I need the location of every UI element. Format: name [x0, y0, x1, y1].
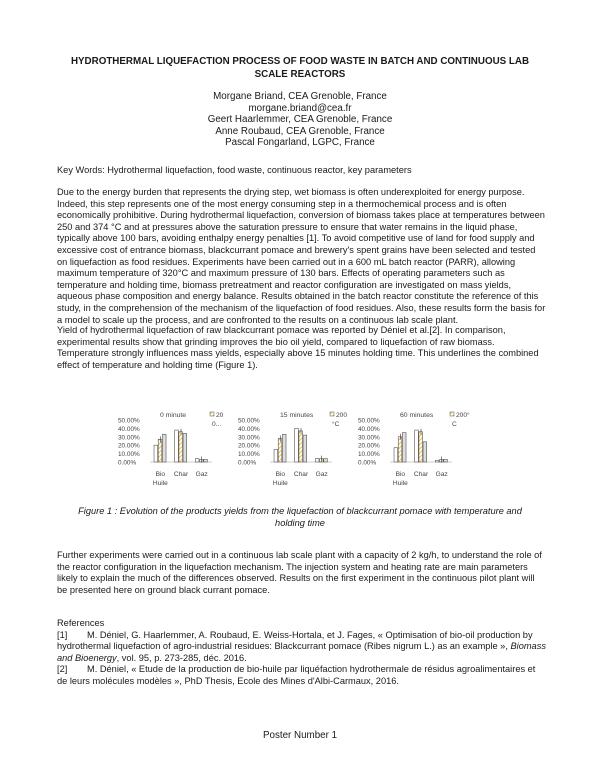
legend-label: 200° [456, 412, 470, 419]
legend-label: °C [332, 421, 340, 428]
bar [394, 448, 398, 462]
paragraph-continuous: Further experiments were carried out in a continuous lab scale plant with a capacity of 2 kg/h, to understand the role of the reactor configuration in the liquefaction mechanism. The injection system and heating rate are main parameters likely to explain the much of the differences observed. Results on the first experiment in the continuous pilot plant will be presented here on ground black currant pomace. [57, 550, 542, 595]
legend-swatch [210, 412, 214, 416]
references [57, 618, 547, 688]
category-label: Huile [392, 480, 408, 487]
category-label: Bio [395, 471, 406, 478]
chart-title: 15 minutes [280, 412, 314, 419]
bar [282, 434, 286, 462]
chart-title: 60 minutes [400, 412, 434, 419]
bar [179, 432, 183, 462]
bar [158, 439, 162, 462]
reference-number: [1] [57, 629, 68, 640]
tick-label: 20.00% [238, 442, 260, 450]
chart-title: 0 minute [160, 412, 187, 419]
bar [303, 435, 307, 462]
bar [415, 430, 419, 462]
bar [435, 460, 439, 462]
author-line: Morgane Briand, CEA Grenoble, France [213, 91, 387, 102]
category-label: Gaz [435, 471, 448, 478]
category-label: Huile [152, 480, 168, 487]
bar [278, 438, 282, 462]
tick-label: 20.00% [118, 442, 140, 450]
bar [299, 431, 303, 462]
tick-label: 40.00% [238, 425, 260, 433]
legend-swatch [330, 412, 334, 416]
reference-item: [2] M. Déniel, « Etude de la production de bio-huile par liquéfaction hydrothermale de résidus agroalimentaires et de leurs molécules modèles », PhD Thesis, Ecole des Mines d'Albi-Carmaux, 2016. [57, 664, 536, 686]
author-line: Pascal Fongarland, LGPC, France [225, 137, 375, 149]
bar [423, 442, 427, 462]
tick-label: 10.00% [358, 451, 380, 459]
tick-label: 0.00% [238, 459, 257, 467]
author-line: Anne Roubaud, CEA Grenoble, France [215, 125, 385, 137]
tick-label: 30.00% [238, 434, 260, 442]
bar [175, 430, 179, 462]
category-label: Char [173, 471, 189, 478]
bar [402, 433, 406, 462]
bar [154, 445, 158, 462]
bar [440, 459, 444, 462]
legend-label: 0... [212, 421, 222, 428]
keywords: Key Words: Hydrothermal liquefaction, food waste, continuous reactor, key parameters [57, 165, 412, 175]
bar [315, 459, 319, 462]
author-line: Geert Haarlemmer, CEA Grenoble, France [207, 114, 393, 126]
references-heading: References [57, 618, 105, 628]
category-label: Bio [275, 471, 286, 478]
legend-label: 200 [336, 412, 348, 419]
chart-60-minutes [358, 408, 468, 514]
legend-label: 20 [216, 412, 224, 419]
poster-number: Poster Number 1 [262, 730, 338, 741]
paper-title: HYDROTHERMAL LIQUEFACTION PROCESS OF FOOD WASTE IN BATCH AND CONTINUOUS LAB SCALE REACTORS [70, 56, 530, 80]
author-block [100, 91, 500, 149]
tick-label: 40.00% [358, 425, 380, 433]
reference-number: [2] [57, 664, 68, 675]
tick-label: 10.00% [238, 451, 260, 459]
category-label: Bio [155, 471, 166, 478]
tick-label: 50.00% [358, 417, 380, 425]
tick-label: 50.00% [118, 417, 140, 425]
bar [274, 449, 278, 462]
bar [444, 459, 448, 462]
bar [324, 459, 328, 462]
category-label: Char [413, 471, 429, 478]
category-label: Gaz [315, 471, 328, 478]
reference-journal: Biomass and Bioenergy [57, 641, 546, 663]
bar [398, 437, 402, 462]
bar [195, 459, 199, 462]
bar [320, 459, 324, 462]
bar [204, 459, 208, 462]
category-label: Huile [272, 480, 288, 487]
tick-label: 0.00% [358, 459, 377, 467]
chart-15-minutes [238, 408, 348, 514]
category-label: Char [293, 471, 309, 478]
tick-label: 30.00% [118, 434, 140, 442]
legend-label: C [452, 421, 457, 428]
tick-label: 10.00% [118, 451, 140, 459]
author-email: morgane.briand@cea.fr [248, 102, 352, 114]
bar [419, 432, 423, 462]
tick-label: 50.00% [238, 417, 260, 425]
bar [183, 433, 187, 462]
tick-label: 0.00% [118, 459, 137, 467]
chart-0-minute [118, 408, 228, 514]
legend-swatch [450, 412, 454, 416]
category-label: Gaz [195, 471, 208, 478]
paragraph-intro: Due to the energy burden that represents the drying step, wet biomass is often underexploited for energy purpose. Indeed, this step represents one of the most energy consuming step in a thermochemical process and is often economically prohibitive. During hydrothermal liquefaction, conversion of biomass takes place at temperatures between 250 and 374 °C and at pressures above the saturation pressure to ensure that water remains in the liquid phase, typically above 100 bars, avoiding enthalpy energy penalties [1]. To avoid competitive use of land for food supply and excessive cost of entrance biomass, blackcurrant pomace and brewery's spent grains have been selected and tested on liquefaction as food residues. Experiments have been carried out in a 600 mL batch reactor (PARR), allowing maximum temperature of 320°C and maximum pressure of 130 bars. Effects of operating parameters such as temperature and holding time, biomass pretreatment and reactor configuration are investigated on mass yields, aqueous phase composition and energy balance. Results obtained in the batch reactor constitute the reference of this study, in the comprehension of the mechanism of the liquefaction of food residues. Also, these results form the basis for a model to scale up the process, and are confronted to the results on a continuous lab scale plant. [57, 187, 546, 325]
figure-caption: Figure 1 : Evolution of the products yields from the liquefaction of blackcurrant pomace with temperature and holding time [78, 506, 522, 528]
bar [295, 428, 299, 462]
reference-item: [1] M. Déniel, G. Haarlemmer, A. Roubaud, E. Weiss-Hortala, et J. Fages, « Optimisation of bio-oil production by hydrothermal liquefaction of agro-industrial residues: Blackcurrant pomace (Ribes nigrum L.) as an example », Biomass and Bioenergy, vol. 95, p. 273-285, déc. 2016. [57, 629, 546, 663]
tick-label: 40.00% [118, 425, 140, 433]
tick-label: 20.00% [358, 442, 380, 450]
bar [162, 434, 166, 462]
paragraph-results: Yield of hydrothermal liquefaction of raw blackcurrant pomace was reported by Déniel et al.[2]. In comparison, experimental results show that grinding improves the bio oil yield, compared to liquefaction of raw biomass. Temperature strongly influences mass yields, especially above 15 minutes holding time. This underlines the combined effect of temperature and holding time (Figure 1). [57, 325, 539, 370]
tick-label: 30.00% [358, 434, 380, 442]
